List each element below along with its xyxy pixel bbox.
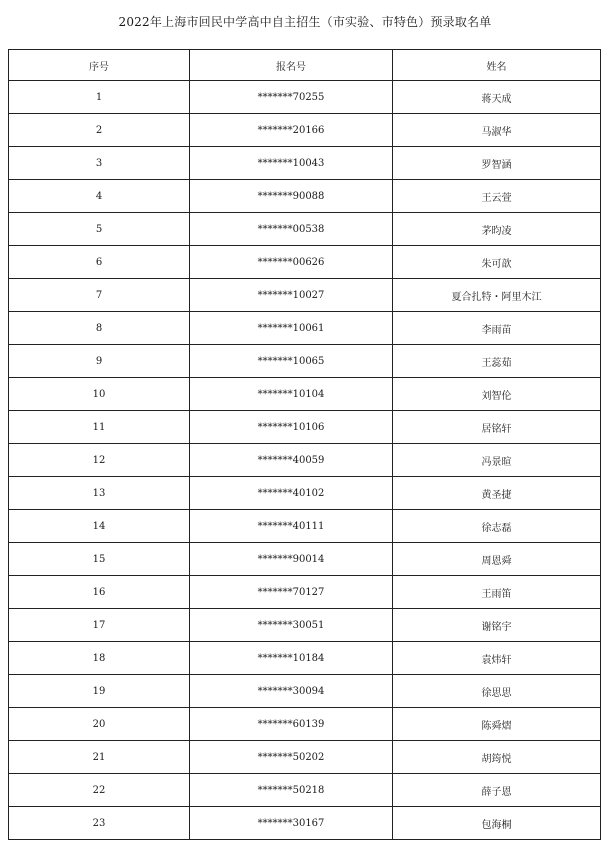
cell-name: 居铭轩 xyxy=(393,411,601,444)
cell-name: 朱可歆 xyxy=(393,246,601,279)
cell-reg-no: *******90014 xyxy=(190,543,393,576)
cell-reg-no: *******40102 xyxy=(190,477,393,510)
cell-seq: 1 xyxy=(9,81,190,114)
cell-reg-no: *******00538 xyxy=(190,213,393,246)
table-row xyxy=(9,444,601,477)
cell-seq: 2 xyxy=(9,114,190,147)
cell-reg-no: *******40111 xyxy=(190,510,393,543)
page-title: 2022年上海市回民中学高中自主招生（市实验、市特色）预录取名单 xyxy=(118,15,492,29)
column-header-name: 姓名 xyxy=(393,50,601,81)
table-body xyxy=(9,81,601,840)
table-row xyxy=(9,378,601,411)
cell-seq: 15 xyxy=(9,543,190,576)
cell-seq: 13 xyxy=(9,477,190,510)
table-row xyxy=(9,807,601,840)
cell-seq: 22 xyxy=(9,774,190,807)
cell-name: 罗智涵 xyxy=(393,147,601,180)
cell-seq: 4 xyxy=(9,180,190,213)
cell-seq: 19 xyxy=(9,675,190,708)
cell-seq: 20 xyxy=(9,708,190,741)
cell-name: 谢铭宇 xyxy=(393,609,601,642)
cell-name: 周恩舜 xyxy=(393,543,601,576)
cell-reg-no: *******10104 xyxy=(190,378,393,411)
admission-table xyxy=(8,49,601,840)
cell-seq: 21 xyxy=(9,741,190,774)
cell-reg-no: *******30051 xyxy=(190,609,393,642)
cell-reg-no: *******50202 xyxy=(190,741,393,774)
cell-seq: 6 xyxy=(9,246,190,279)
table-row xyxy=(9,642,601,675)
table-row xyxy=(9,411,601,444)
cell-reg-no: *******30094 xyxy=(190,675,393,708)
cell-seq: 23 xyxy=(9,807,190,840)
cell-name: 薛子恩 xyxy=(393,774,601,807)
table-row xyxy=(9,147,601,180)
cell-name: 茅昀凌 xyxy=(393,213,601,246)
cell-name: 胡筠悦 xyxy=(393,741,601,774)
cell-reg-no: *******10106 xyxy=(190,411,393,444)
table-row xyxy=(9,81,601,114)
cell-reg-no: *******60139 xyxy=(190,708,393,741)
cell-reg-no: *******70127 xyxy=(190,576,393,609)
table-row xyxy=(9,576,601,609)
cell-reg-no: *******50218 xyxy=(190,774,393,807)
table-row xyxy=(9,708,601,741)
cell-reg-no: *******90088 xyxy=(190,180,393,213)
cell-seq: 8 xyxy=(9,312,190,345)
cell-seq: 14 xyxy=(9,510,190,543)
cell-reg-no: *******00626 xyxy=(190,246,393,279)
cell-name: 蒋天成 xyxy=(393,81,601,114)
table-row xyxy=(9,609,601,642)
table-row xyxy=(9,543,601,576)
cell-seq: 5 xyxy=(9,213,190,246)
cell-reg-no: *******30167 xyxy=(190,807,393,840)
table-row xyxy=(9,741,601,774)
table-header-row xyxy=(9,50,601,81)
table-row xyxy=(9,180,601,213)
table-row xyxy=(9,510,601,543)
cell-seq: 12 xyxy=(9,444,190,477)
cell-reg-no: *******10027 xyxy=(190,279,393,312)
cell-seq: 18 xyxy=(9,642,190,675)
cell-seq: 11 xyxy=(9,411,190,444)
cell-name: 王云萱 xyxy=(393,180,601,213)
cell-reg-no: *******10065 xyxy=(190,345,393,378)
cell-name: 袁炜轩 xyxy=(393,642,601,675)
cell-seq: 10 xyxy=(9,378,190,411)
cell-reg-no: *******10061 xyxy=(190,312,393,345)
cell-name: 徐志磊 xyxy=(393,510,601,543)
cell-seq: 9 xyxy=(9,345,190,378)
table-row xyxy=(9,345,601,378)
column-header-seq: 序号 xyxy=(9,50,190,81)
column-header-reg-no: 报名号 xyxy=(190,50,393,81)
cell-name: 李雨苗 xyxy=(393,312,601,345)
cell-name: 徐思思 xyxy=(393,675,601,708)
cell-name: 刘智伦 xyxy=(393,378,601,411)
table-row xyxy=(9,279,601,312)
cell-seq: 17 xyxy=(9,609,190,642)
cell-reg-no: *******40059 xyxy=(190,444,393,477)
cell-seq: 3 xyxy=(9,147,190,180)
cell-seq: 16 xyxy=(9,576,190,609)
table-row xyxy=(9,477,601,510)
table-row xyxy=(9,114,601,147)
cell-name: 王雨笛 xyxy=(393,576,601,609)
table-row xyxy=(9,774,601,807)
table-row xyxy=(9,675,601,708)
cell-reg-no: *******20166 xyxy=(190,114,393,147)
cell-reg-no: *******10043 xyxy=(190,147,393,180)
table-row xyxy=(9,246,601,279)
cell-reg-no: *******10184 xyxy=(190,642,393,675)
cell-name: 王蕊茹 xyxy=(393,345,601,378)
cell-name: 陈舜熠 xyxy=(393,708,601,741)
table-row xyxy=(9,213,601,246)
cell-name: 包海桐 xyxy=(393,807,601,840)
cell-name: 冯景暄 xyxy=(393,444,601,477)
table-row xyxy=(9,312,601,345)
cell-name: 夏合扎特・阿里木江 xyxy=(393,279,601,312)
cell-reg-no: *******70255 xyxy=(190,81,393,114)
cell-seq: 7 xyxy=(9,279,190,312)
cell-name: 马淑华 xyxy=(393,114,601,147)
cell-name: 黄圣捷 xyxy=(393,477,601,510)
